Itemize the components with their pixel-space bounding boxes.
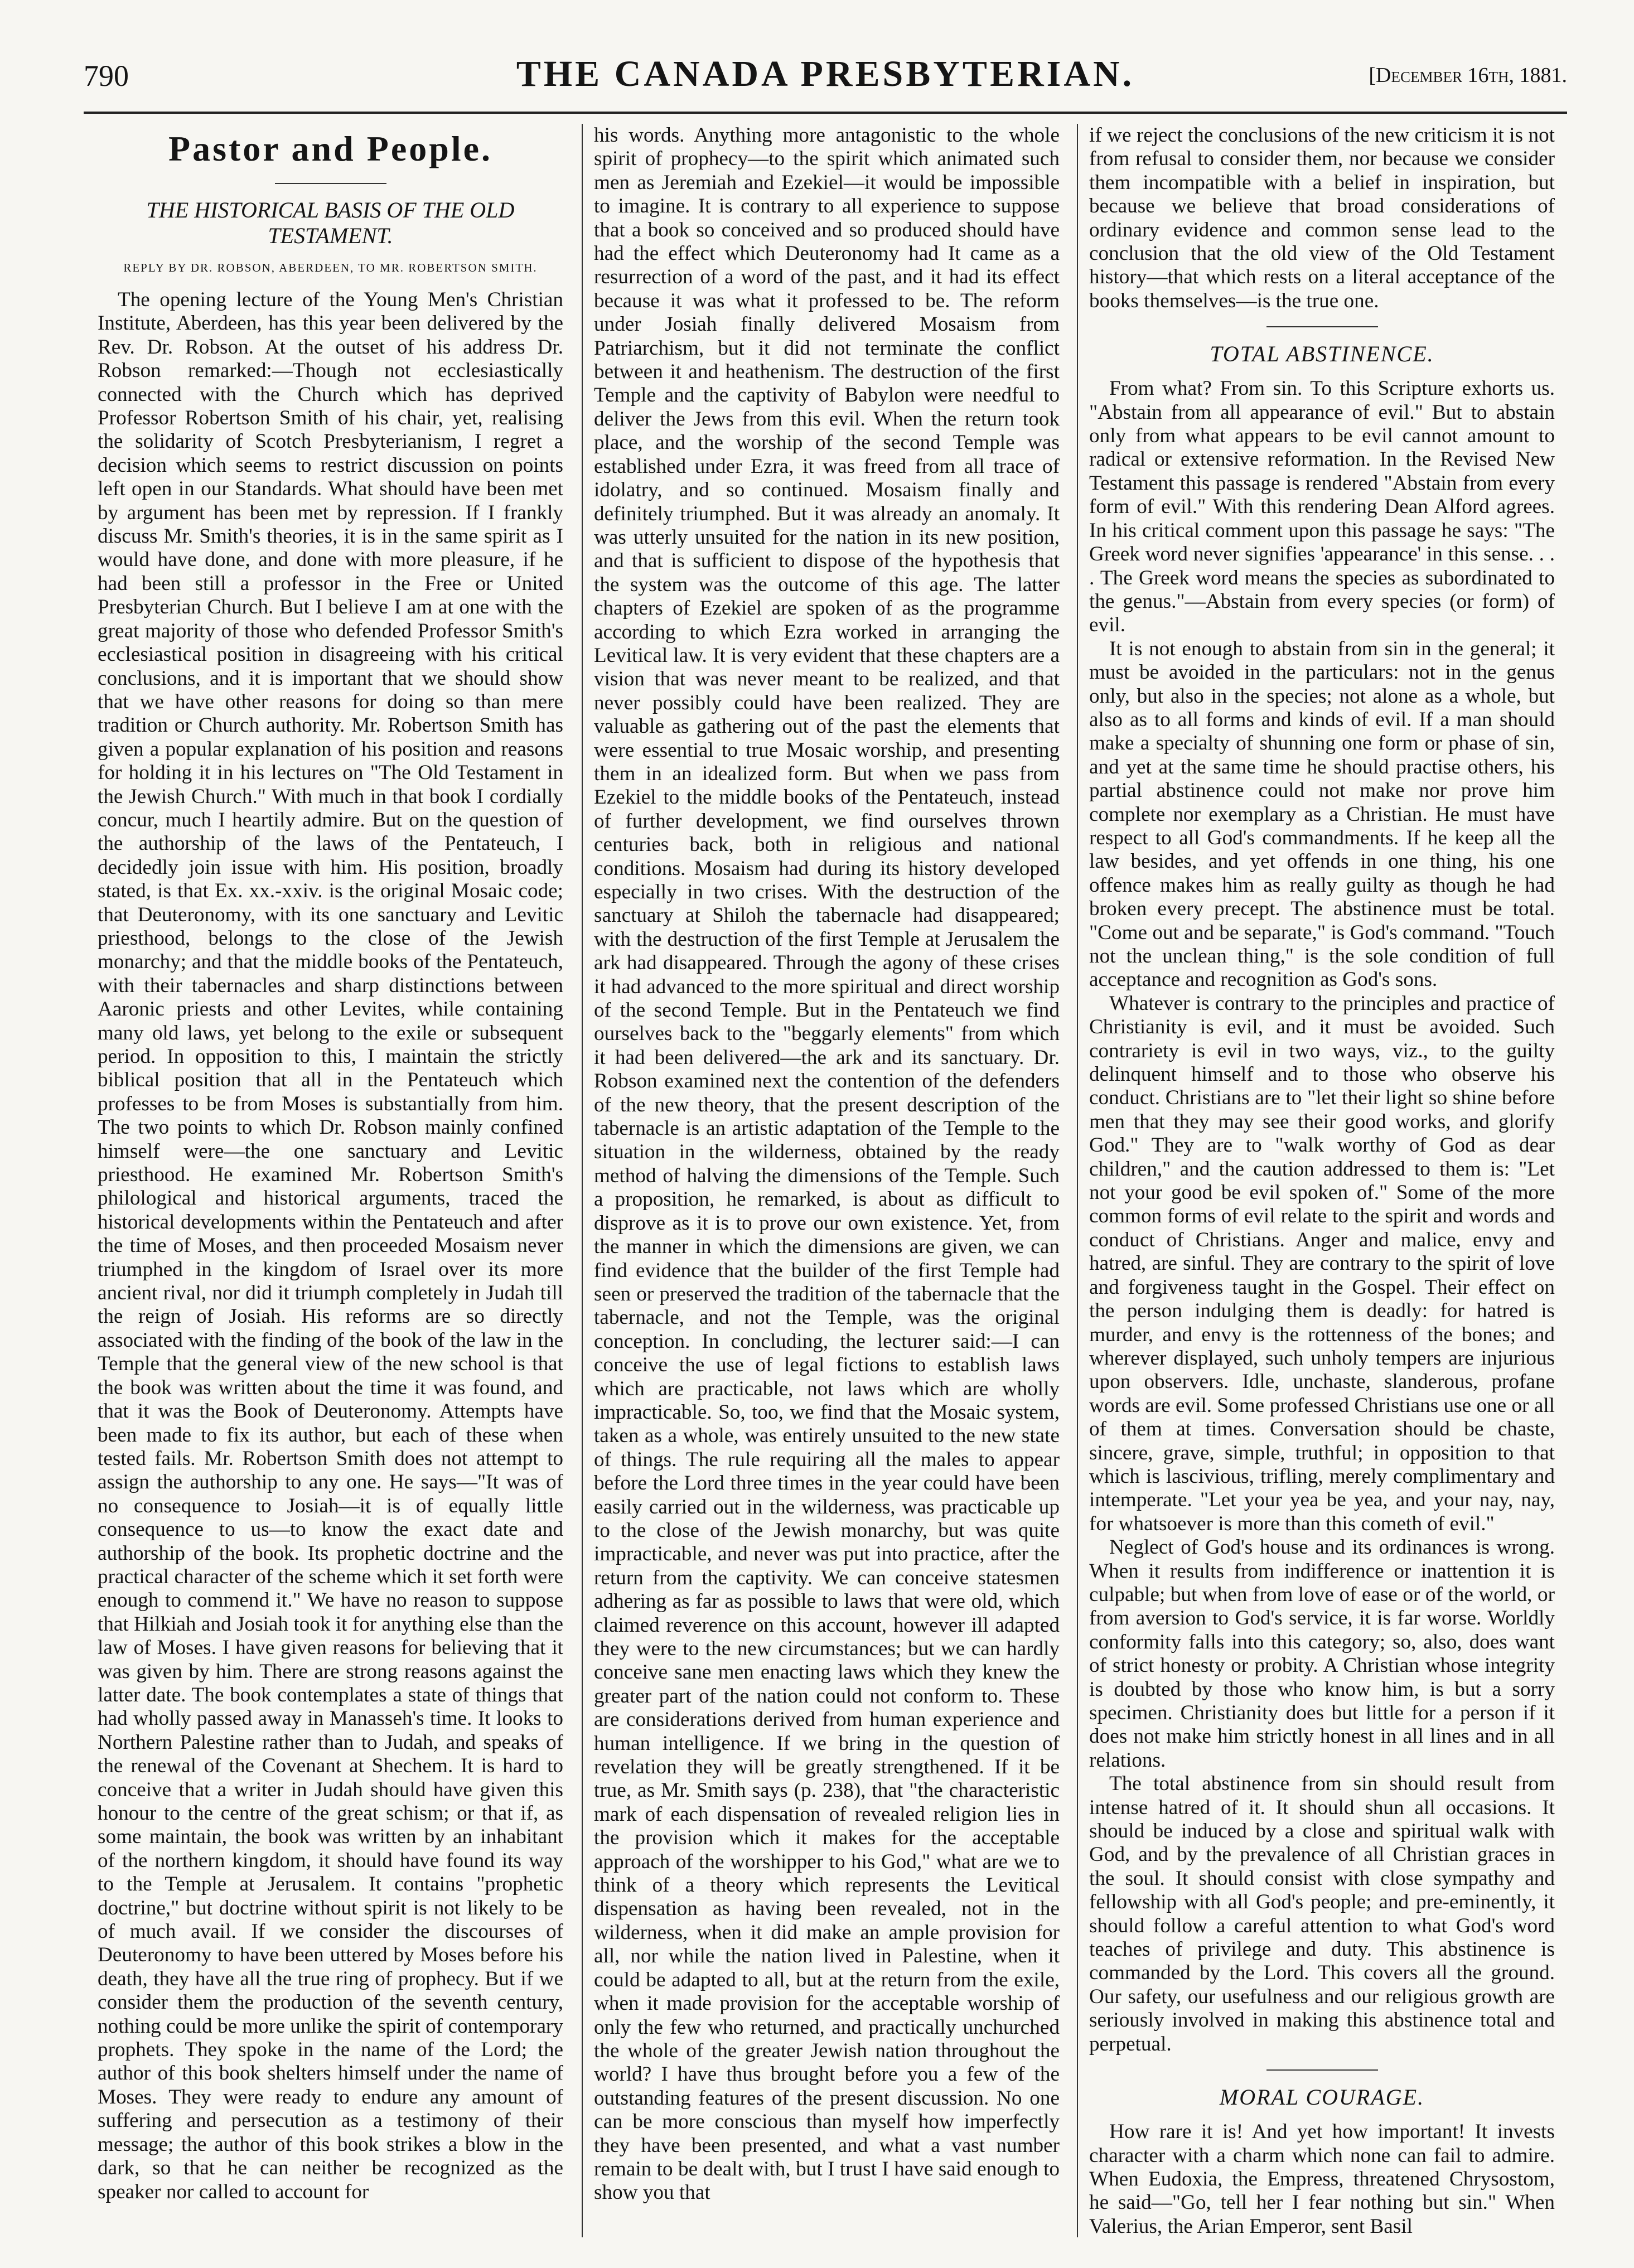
masthead-rule xyxy=(84,112,1567,114)
divider xyxy=(275,183,386,184)
column-2 xyxy=(594,124,1060,2237)
masthead xyxy=(84,53,1567,106)
article-paragraph: if we reject the conclusions of the new criticism it is not from refusal to consider them, nor because we consider them incompatible with a belief in inspiration, but because we believe that broad considerations of ordinary evidence and common sense lead to the conclusion that the old view of the Old Testament history—that which rests on a literal acceptance of the books themselves—is the true one. xyxy=(1089,124,1555,312)
issue-date: [December 16th, 1881. xyxy=(1369,64,1567,87)
article-paragraph: How rare it is! And yet how important! It invests character with a charm which none can fail to admire. When Eudoxia, the Empress, threatened Chrysostom, he said—"Go, tell her I fear nothing but sin." When Valerius, the Arian Emperor, sent Basil xyxy=(1089,2120,1555,2237)
section-title-moral-courage: MORAL COURAGE. xyxy=(1219,2085,1425,2110)
section-title-total-abstinence: TOTAL ABSTINENCE. xyxy=(1210,341,1434,367)
article-paragraph: From what? From sin. To this Scripture exhorts us. "Abstain from all appearance of evil." But to abstain only from what appears to be evil cannot amount to radical or extensive reformation. In the Revised New Testament this passage is rendered "Abstain from every form of evil." With this rendering Dean Alford agrees. In his critical comment upon this passage he says: "The Greek word never signifies 'appearance' in this sense. . . . The Greek word means the species as subordinated to the genus."—Abstain from every species (or form) of evil. xyxy=(1089,377,1555,637)
byline: REPLY BY DR. ROBSON, ABERDEEN, TO MR. ROBERTSON SMITH. xyxy=(123,261,538,274)
article-paragraph: his words. Anything more antagonistic to the whole spirit of prophecy—to the spirit which animated such men as Jeremiah and Ezekiel—it would be impossible to imagine. It is contrary to all experience to suppose that a book so conceived and so produced should have had the effect which Deuteronomy had It came as a resurrection of a word of the past, and it had its effect because it was what it professed to be. The reform under Josiah finally delivered Mosaism from Patriarchism, but it did not terminate the conflict between it and heathenism. The destruction of the first Temple and the captivity of Babylon were needful to deliver the Jews from this evil. When the return took place, and the worship of the second Temple was established under Ezra, it was freed from all trace of idolatry, and so continued. Mosaism finally and definitely triumphed. But it was already an anomaly. It was utterly unsuited for the nation in its new position, and that is sufficient to dispose of the hypothesis that the system was the outcome of this age. The latter chapters of Ezekiel are spoken of as the programme according to which Ezra worked in arranging the Levitical law. It is very evident that these chapters are a vision that was never meant to be realized, and that never possibly could have been realized. They are valuable as gathering out of the past the elements that were essential to true Mosaic worship, and presenting them in an idealized form. But when we pass from Ezekiel to the middle books of the Pentateuch, instead of further development, we find ourselves thrown centuries back, both in religious and national conditions. Mosaism had during its history developed especially in two crises. With the destruction of the sanctuary at Shiloh the tabernacle had disappeared; with the destruction of the first Temple at Jerusalem the ark had disappeared. Through the agony of these crises it had advanced to the more spiritual and direct worship of the second Temple. But in the Pentateuch we find ourselves back to the "beggarly elements" from which it had been delivered—the ark and its sanctuary. Dr. Robson examined next the contention of the defenders of the new theory, that the present description of the tabernacle is an artistic adaptation of the Temple to the situation in the wilderness, obtained by the ready method of halving the dimensions of the Temple. Such a proposition, he remarked, is about as difficult to disprove as it is to prove our own existence. Yet, from the manner in which the dimensions are given, we can find evidence that the builder of the first Temple had seen or preserved the tradition of the tabernacle that the tabernacle, and not the Temple, was the original conception. In concluding, the lecturer said:—I can conceive the use of legal fictions to establish laws which are practicable, not laws which are wholly impracticable. So, too, we find that the Mosaic system, taken as a whole, was entirely unsuited to the new state of things. The rule requiring all the males to appear before the Lord three times in the year could have been easily carried out in the wilderness, was practicable up to the close of the Jewish monarchy, but was quite impracticable, and never was put into practice, after the return from the captivity. We can conceive statesmen adhering as far as possible to laws that were old, which claimed reverence on this account, however ill adapted they were to the new circumstances; but we can hardly conceive sane men enacting laws which they knew the greater part of the nation could not conform to. These are considerations derived from human experience and human intelligence. If we bring in the question of revelation they will be greatly strengthened. If it be true, as Mr. Smith says (p. 238), that "the characteristic mark of each dispensation of revealed religion lies in the provision which it makes for the acceptable approach of the worshipper to his God," what are we to think of a theory which represents the Levitical dispensation as having been revealed, not in the wilderness, when it did make an ample provision for all, nor while the nation lived in Palestine, when it could be adapted to all, but at the return from the exile, when it made provision for the acceptable worship of only the few who returned, and practically unchurched the whole of the greater Jewish nation throughout the world? I have thus brought before you a few of the outstanding features of the present discussion. No one can be more conscious than myself how imperfectly they have been presented, and what a vast number remain to be dealt with, but I trust I have said enough to show you that xyxy=(594,124,1060,2204)
column-divider xyxy=(582,124,583,2237)
divider xyxy=(1266,2069,1378,2071)
article-paragraph: The total abstinence from sin should result from intense hatred of it. It should shun all occasions. It should be induced by a close and spiritual walk with God, and by the prevalence of all Christian graces in the soul. It should consist with close sympathy and fellowship with all God's people; and pre-eminently, it should follow a careful attention to what God's word teaches of privilege and duty. This abstinence is commanded by the Lord. This covers all the ground. Our safety, our usefulness and our religious growth are seriously involved in making this abstinence total and perpetual. xyxy=(1089,1772,1555,2056)
column-divider xyxy=(1077,124,1078,2237)
paper-title: THE CANADA PRESBYTERIAN. xyxy=(516,54,1135,94)
article-paragraph: The opening lecture of the Young Men's Christian Institute, Aberdeen, has this year been delivered by the Rev. Dr. Robson. At the outset of his address Dr. Robson remarked:—Though not ecclesiastically connected with the Church which has deprived Professor Robertson Smith of his chair, yet, realising the solidarity of Scotch Presbyterianism, I regret a decision which seems to restrict discussion on points left open in our Standards. What should have been met by argument has been met by repression. If I frankly discuss Mr. Smith's theories, it is in the same spirit as I would have done, and done with more pleasure, if he had been still a professor in the Free or United Presbyterian Church. But I believe I am at one with the great majority of those who defended Professor Smith's ecclesiastical position in disagreeing with his critical conclusions, and it is important that we should show that we have other reasons for doing so than mere tradition or Church authority. Mr. Robertson Smith has given a popular explanation of his position and reasons for holding it in his lectures on "The Old Testament in the Jewish Church." With much in that book I cordially concur, much I heartily admire. But on the question of the authorship of the laws of the Pentateuch, I decidedly join issue with him. His position, broadly stated, is that Ex. xx.-xxiv. is the original Mosaic code; that Deuteronomy, with its one sanctuary and Levitic priesthood, belongs to the close of the Jewish monarchy; and that the middle books of the Pentateuch, with their tabernacles and sharp distinctions between Aaronic priests and other Levites, while containing many old laws, yet belong to the exile or subsequent period. In opposition to this, I maintain the strictly biblical position that all in the Pentateuch which professes to be from Moses is substantially from him. The two points to which Dr. Robson mainly confined himself were—the one sanctuary and Levitic priesthood. He examined Mr. Robertson Smith's philological and historical arguments, traced the historical developments within the Pentateuch and after the time of Moses, and then proceeded Mosaism never triumphed in the kingdom of Israel over its more ancient rival, nor did it triumph completely in Judah till the reign of Josiah. His reforms are so directly associated with the finding of the book of the law in the Temple that the general view of the new school is that the book was written about the time it was found, and that it was the Book of Deuteronomy. Attempts have been made to fix its author, but each of these when tested fails. Mr. Robertson Smith does not attempt to assign the authorship to any one. He says—"It was of no consequence to Josiah—it is of equally little consequence to us—to know the exact date and authorship of the book. Its prophetic doctrine and the practical character of the scheme which it set forth were enough to commend it." We have no reason to suppose that Hilkiah and Josiah took it for anything else than the law of Moses. I have given reasons for believing that it was given by him. There are strong reasons against the latter date. The book contemplates a state of things that had wholly passed away in Manasseh's time. It looks to Northern Palestine rather than to Judah, and speaks of the renewal of the Covenant at Shechem. It is hard to conceive that a writer in Judah should have given this honour to the centre of the great schism; or that if, as some maintain, the book was written by an inhabitant of the northern kingdom, it should have found its way to the Temple at Jerusalem. It contains "prophetic doctrine," but doctrine without spirit is not likely to be of much avail. If we consider the discourses of Deuteronomy to have been uttered by Moses before his death, they have all the true ring of prophecy. But if we consider them the production of the seventh century, nothing could be more unlike the spirit of contemporary prophets. They spoke in the name of the Lord; the author of this book shelters himself under the name of Moses. They were ready to endure any amount of suffering and persecution as a testimony of their message; the author of this book strikes a blow in the dark, so that he can neither be recognized as the speaker nor called to account for xyxy=(98,288,563,2203)
divider xyxy=(1266,326,1378,327)
article-title: THE HISTORICAL BASIS OF THE OLD TESTAMENT. xyxy=(146,197,515,248)
column-3 xyxy=(1089,124,1555,2237)
article-paragraph: Neglect of God's house and its ordinances is wrong. When it results from indifference or inattention it is culpable; but when from love of ease or of the world, or from aversion to God's service, it is far worse. Worldly conformity falls into this category; so, also, does want of strict honesty or probity. A Christian whose integrity is doubted by those who know him, is but a sorry specimen. Christianity does but little for a person if it does not make him strictly honest in all lines and in all relations. xyxy=(1089,1536,1555,1772)
article-paragraph: Whatever is contrary to the principles and practice of Christianity is evil, and it must be avoided. Such contrariety is evil in two ways, viz., to the guilty delinquent himself and to those who observe his conduct. Christians are to "let their light so shine before men that they may see their good works, and glorify God." They are to "walk worthy of God as dear children," and the caution addressed to them is: "Let not your good be evil spoken of." Some of the more common forms of evil relate to the spirit and words and conduct of Christians. Anger and malice, envy and hatred, are sinful. They are contrary to the spirit of love and forgiveness taught in the Gospel. Their effect on the person indulging them is deadly: for hatred is murder, and envy is the rottenness of the bones; and wherever displayed, such unholy tempers are injurious upon observers. Idle, unchaste, slanderous, profane words are evil. Some professed Christians use one or all of them at times. Conversation should be chaste, sincere, grave, simple, truthful; in opposition to that which is lascivious, trifling, merely complimentary and intemperate. "Let your yea be yea, and your nay, nay, for whatsoever is more than this cometh of evil." xyxy=(1089,992,1555,1535)
column-1 xyxy=(98,124,563,2237)
section-heading: Pastor and People. xyxy=(168,129,493,168)
article-paragraph: It is not enough to abstain from sin in the general; it must be avoided in the particulars: not in the genus only, but also in the species; not alone as a whole, but also as to all forms and kinds of evil. If a man should make a specialty of shunning one form or phase of sin, and yet at the same time he should practise others, his partial abstinence could not make nor prove him complete nor exemplary as a Christian. He must have respect to all God's commandments. If he keep all the law besides, and yet offends in one thing, his one offence makes him as really guilty as though he had broken every precept. The abstinence must be total. "Come out and be separate," is God's command. "Touch not the unclean thing," is the sole condition of full acceptance and recognition as God's sons. xyxy=(1089,637,1555,992)
page-number: 790 xyxy=(84,59,129,93)
